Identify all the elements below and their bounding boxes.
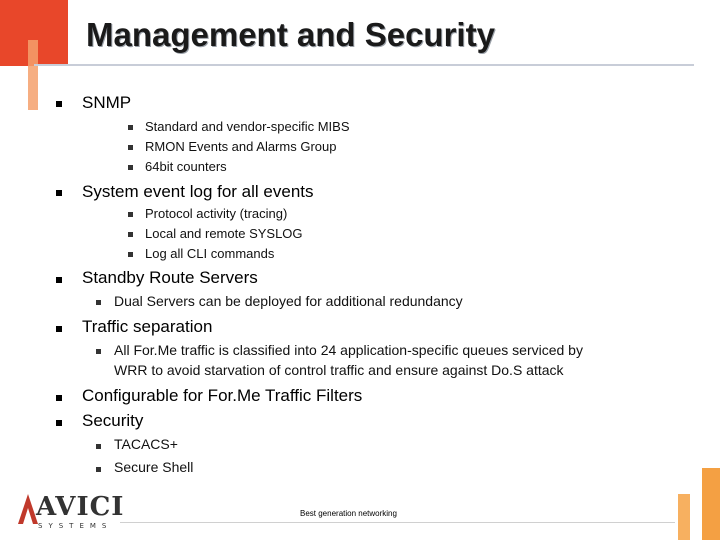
sub-bullet-icon: [96, 444, 101, 449]
bullet-square-icon: [56, 277, 62, 283]
bullet-snmp: SNMP: [82, 93, 132, 112]
bullet-square-icon: [56, 190, 62, 196]
title-accent-block: [0, 0, 78, 66]
sub-bullet-syslog: Local and remote SYSLOG: [145, 226, 303, 241]
sub-bullet-traffic-line1: All For.Me traffic is classified into 24 application-specific queues serviced by: [114, 342, 583, 358]
bullet-square-icon: [56, 326, 62, 332]
sub-bullet-traffic-line2: WRR to avoid starvation of control traffic and ensure against Do.S attack: [114, 362, 564, 378]
sub-bullet-counters: 64bit counters: [145, 159, 227, 174]
bullet-square-icon: [56, 395, 62, 401]
footer-accent-bar: [702, 468, 720, 540]
sub-bullet-icon: [96, 300, 101, 305]
title-underline: [34, 64, 694, 66]
bullet-security: Security: [82, 411, 144, 430]
bullet-event-log: System event log for all events: [82, 182, 314, 201]
sub-bullet-icon: [128, 212, 133, 217]
title-accent-bar: [28, 40, 38, 110]
footer-tagline: Best generation networking: [300, 509, 397, 518]
footer-rule: [120, 522, 675, 523]
logo-wordmark: AVICI: [36, 492, 125, 522]
sub-bullet-ssh: Secure Shell: [114, 459, 194, 475]
bullet-standby: Standby Route Servers: [82, 268, 258, 287]
sub-bullet-tacacs: TACACS+: [114, 436, 178, 452]
sub-bullet-cli: Log all CLI commands: [145, 246, 275, 261]
bullet-filters: Configurable for For.Me Traffic Filters: [82, 386, 363, 405]
footer-accent-bar-small: [678, 494, 690, 540]
company-logo: [16, 492, 125, 536]
bullet-square-icon: [56, 101, 62, 107]
sub-bullet-icon: [128, 125, 133, 130]
logo-subtext: SYSTEMS: [38, 522, 113, 530]
sub-bullet-icon: [96, 467, 101, 472]
sub-bullet-protocol: Protocol activity (tracing): [145, 206, 288, 221]
sub-bullet-icon: [128, 252, 133, 257]
slide-title: Management and Security: [86, 16, 495, 53]
bullet-traffic: Traffic separation: [82, 317, 213, 336]
sub-bullet-mibs: Standard and vendor-specific MIBS: [145, 119, 350, 134]
sub-bullet-icon: [128, 232, 133, 237]
bullet-square-icon: [56, 420, 62, 426]
sub-bullet-icon: [128, 165, 133, 170]
sub-bullet-rmon: RMON Events and Alarms Group: [145, 139, 337, 154]
sub-bullet-icon: [128, 145, 133, 150]
sub-bullet-icon: [96, 349, 101, 354]
sub-bullet-dual-servers: Dual Servers can be deployed for additional redundancy: [114, 293, 463, 309]
